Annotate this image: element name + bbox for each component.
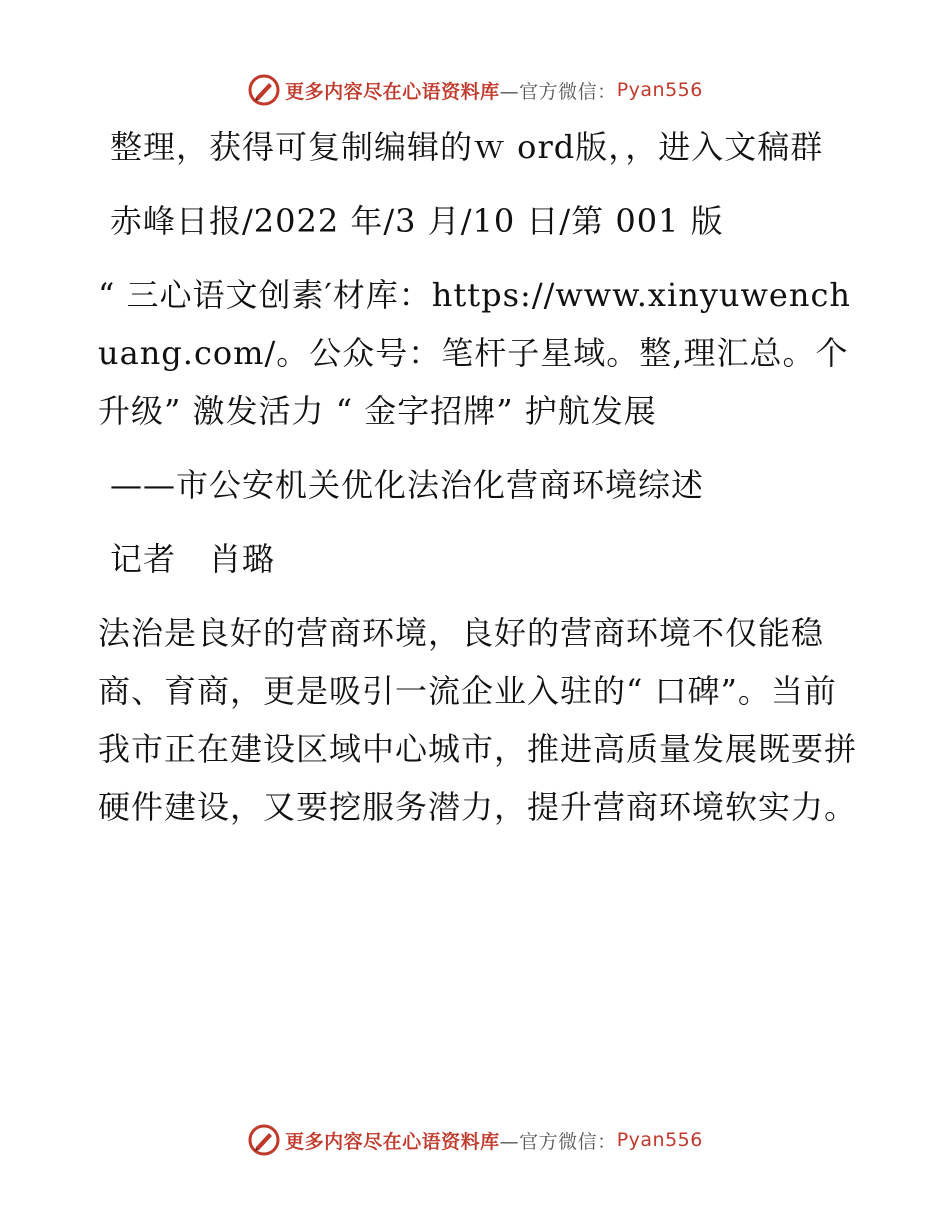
paragraph-subtitle: ——市公安机关优化法治化营商环境综述 [110, 466, 705, 504]
paragraph-byline: 记者 肖璐 [110, 540, 276, 578]
paragraph-headline: “ 三心语文创素′材库：https://www.xinyuwenchuang.com/。公众号：笔杆子星域。整,理汇总。个升级” 激发活力 “ 金字招牌” 护航发展 [98, 276, 851, 430]
banner-main-text: 更多内容尽在心语资料库 [285, 1130, 500, 1153]
pen-circle-logo-icon [247, 1123, 281, 1157]
banner-wechat-label: —官方微信： [499, 80, 617, 103]
paragraph-intro: 整理，获得可复制编辑的ｗ ord版，，进入文稿群 [110, 128, 824, 166]
banner-wechat-handle: Pyan556 [616, 79, 703, 101]
document-body [98, 118, 858, 836]
banner-wechat-label: —官方微信： [499, 1130, 617, 1153]
paragraph-source-line: 赤峰日报/2022 年/3 月/10 日/第 001 版 [110, 202, 724, 240]
paragraph-body: 法治是良好的营商环境，良好的营商环境不仅能稳商、育商，更是吸引一流企业入驻的“ 口碑”。当前我市正在建设区域中心城市，推进高质量发展既要拼硬件建设，又要挖服务潜力，提升营商环境软实力。 [98, 614, 858, 826]
header-banner [0, 70, 950, 110]
banner-wechat-handle: Pyan556 [616, 1129, 703, 1151]
pen-circle-logo-icon [247, 73, 281, 107]
banner-main-text: 更多内容尽在心语资料库 [285, 80, 500, 103]
footer-banner [0, 1120, 950, 1160]
